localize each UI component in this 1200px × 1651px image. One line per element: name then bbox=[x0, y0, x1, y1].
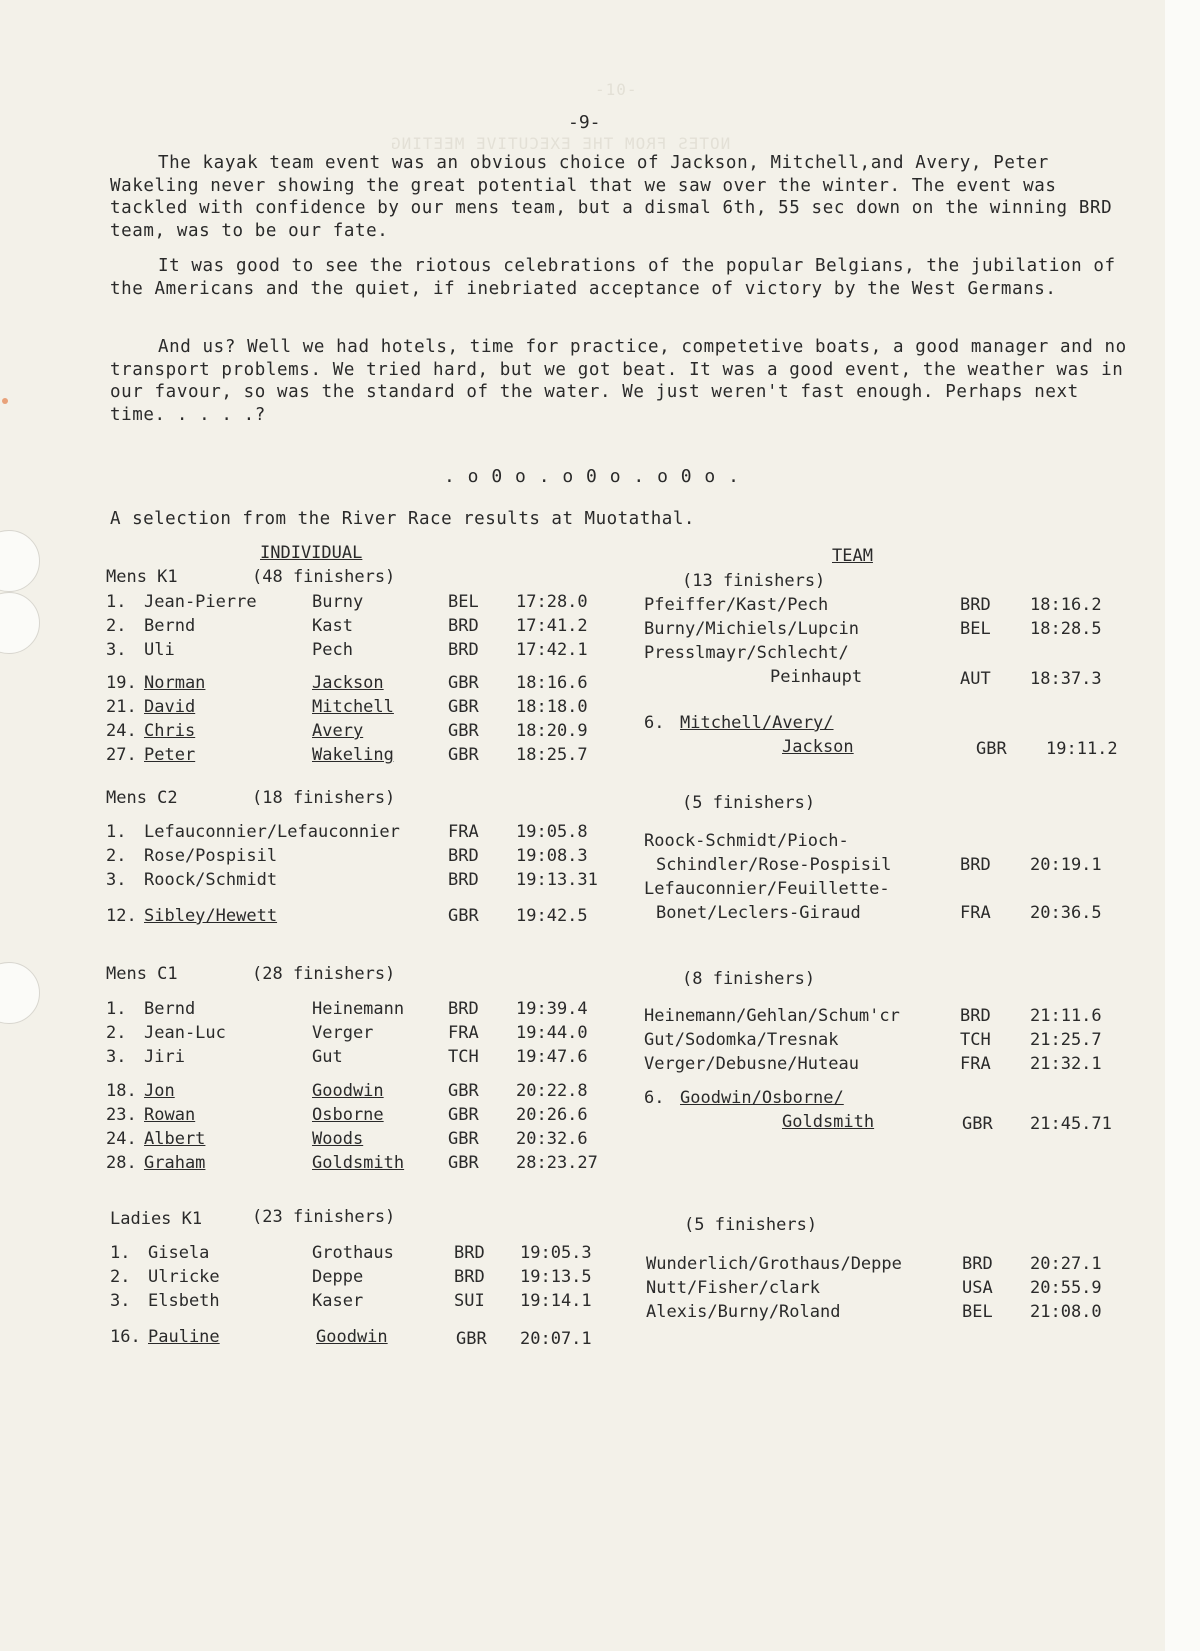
punch-hole bbox=[0, 592, 40, 654]
document-page: -10- NOTES FROM THE EXECUTIVE MEETING -9- The kayak team event was an obvious choice of Jackson, Mitchell,and Avery, Peter Wakeling never showing the great potential that we saw over the winter. The event was tackled with confidence by our mens team, but a dismal 6th, 55 sec down on the winning BRD team, was to be our fate. It was good to see the riotous celebrations of the popular Belgians, the jubilation of the Americans and the quiet, if inebriated acceptance of victory by the West Germans. And us? Well we had hotels, time for practice, competetive boats, a good manager and no transport problems. We tried hard, but we got beat. It was a good event, the weather was in our favour, so was the standard of the water. We just weren't fast enough. Perhaps next time. . . . .? . o 0 o . o 0 o . o 0 o . A selection from the River Race results at Muotathal. INDIVIDUAL TEAM Mens K1 (48 finishers) (13 finishers) 1. Jean-Pierre Burny BEL 17:28.0 2. Bernd Kast BRD 17:41.2 3. Uli Pech BRD 17:42.1 19. Norman Jackson GBR 18:16.6 21. David Mitchell GBR 18:18.0 24. Chris Avery GBR 18:20.9 27. Peter Wakeling GBR 18:25.7 Pfeiffer/Kast/Pech BRD 18:16.2 Burny/Michiels/Lupcin BEL 18:28.5 Presslmayr/Schlecht/ Peinhaupt AUT 18:37.3 6. Mitchell/Avery/ Jackson GBR 19:11.2 Mens C2 (18 finishers) (5 finishers) 1. Lefauconnier/Lefauconnier FRA 19:05.8 2. Rose/Pospisil BRD 19:08.3 3. Roock/Schmidt BRD 19:13.31 12. Sibley/Hewett GBR 19:42.5 Roock-Schmidt/Pioch- Schindler/Rose-Pospisil BRD 20:19.1 Lefauconnier/Feuillette- Bonet/Leclers-Giraud FRA 20:36.5 Mens C1 (28 finishers) (8 finishers) 1. Bernd Heinemann BRD 19:39.4 2. Jean-Luc Verger FRA 19:44.0 3. Jiri Gut TCH 19:47.6 18. Jon Goodwin GBR 20:22.8 23. Rowan Osborne GBR 20:26.6 24. Albert Woods GBR 20:32.6 28. Graham Goldsmith GBR 28:23.27 Heinemann/Gehlan/Schum'cr BRD 21:11.6 Gut/Sodomka/Tresnak TCH 21:25.7 Verger/Debusne/Huteau FRA 21:32.1 6. Goodwin/Osborne/ Goldsmith GBR 21:45.71 Ladies K1 (23 finishers) (5 finishers) 1. Gisela Grothaus BRD 19:05.3 2. Ulricke Deppe BRD 19:13.5 3. Elsbeth Kaser SUI 19:14.1 16. Pauline Goodwin GBR 20:07.1 Wunderlich/Grothaus/Deppe BRD 20:27.1 Nutt/Fisher/clark USA 20:55.9 Alexis/Burny/Roland BEL 21:08.0 bbox=[0, 0, 1165, 1651]
team-finishers-count: (13 finishers) bbox=[682, 571, 826, 591]
finishers-count: (23 finishers) bbox=[252, 1207, 396, 1227]
class-name: Ladies K1 bbox=[110, 1209, 203, 1229]
team-finishers-count: (5 finishers) bbox=[682, 793, 816, 813]
paper-mark bbox=[2, 398, 8, 404]
team-heading: TEAM bbox=[832, 546, 873, 566]
team-finishers-count: (8 finishers) bbox=[682, 969, 816, 989]
finishers-count: (28 finishers) bbox=[252, 964, 396, 984]
class-name: Mens K1 bbox=[106, 567, 178, 587]
class-name: Mens C2 bbox=[106, 788, 178, 808]
finishers-count: (18 finishers) bbox=[252, 788, 396, 808]
bleed-page-number: -10- bbox=[595, 80, 638, 99]
punch-hole bbox=[0, 530, 40, 592]
bleed-heading: NOTES FROM THE EXECUTIVE MEETING bbox=[390, 134, 731, 153]
team-finishers-count: (5 finishers) bbox=[684, 1215, 818, 1235]
individual-heading: INDIVIDUAL bbox=[260, 543, 363, 563]
finishers-count: (48 finishers) bbox=[252, 567, 396, 587]
paragraph-2: It was good to see the riotous celebrations of the popular Belgians, the jubilation of the Americans and the quiet, if inebriated acceptance of victory by the West Germans. bbox=[110, 256, 1116, 299]
punch-hole bbox=[0, 962, 40, 1024]
paragraph-3: And us? Well we had hotels, time for practice, competetive boats, a good manager and no transport problems. We tried hard, but we got beat. It was a good event, the weather was in our favour, so was the standard of the water. We just weren't fast enough. Perhaps next time. . . . .? bbox=[110, 337, 1127, 425]
intro-line: A selection from the River Race results at Muotathal. bbox=[110, 509, 695, 529]
page-edge bbox=[1165, 0, 1200, 1651]
separator: . o 0 o . o 0 o . o 0 o . bbox=[444, 466, 740, 487]
paragraph-1: The kayak team event was an obvious choice of Jackson, Mitchell,and Avery, Peter Wakeling never showing the great potential that we saw over the winter. The event was tackled with confidence by our mens team, but a dismal 6th, 55 sec down on the winning BRD team, was to be our fate. bbox=[110, 153, 1113, 241]
class-name: Mens C1 bbox=[106, 964, 178, 984]
page-number: -9- bbox=[568, 112, 601, 133]
